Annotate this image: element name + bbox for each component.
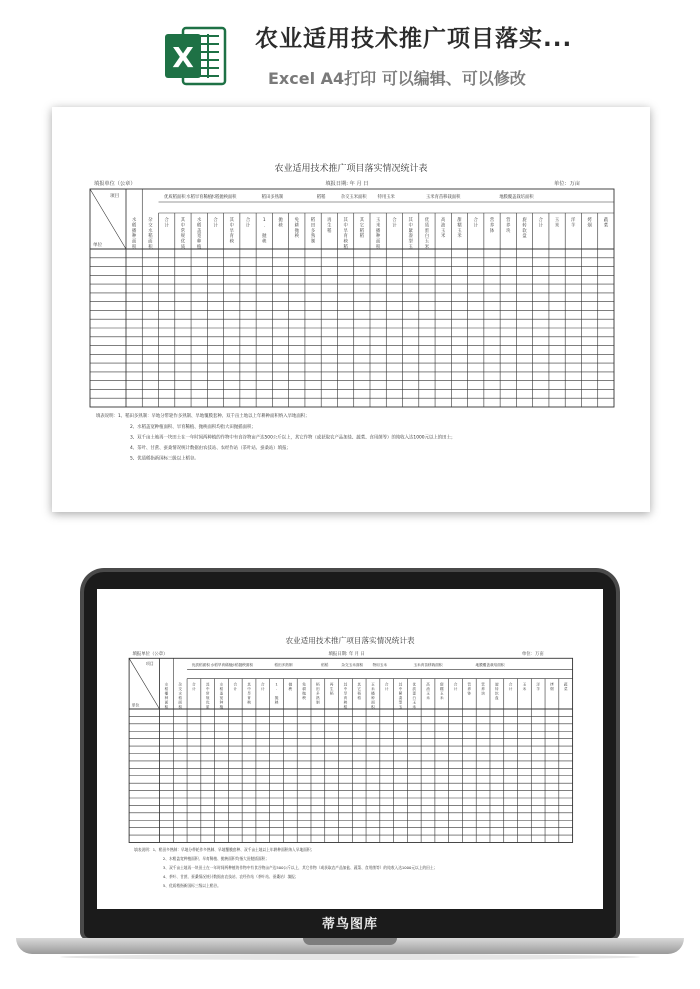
corner-unit-label: 单位 [131,702,140,708]
leaf-header-char: 中 [398,686,403,691]
leaf-header-char: 耕 [294,223,299,229]
leaf-header-char: 中 [180,223,186,229]
leaf-header-char: 田 [316,686,320,691]
leaf-header-char: 抛 [302,691,306,696]
leaf-header-char: 计 [384,686,389,691]
leaf-header-char: 积 [371,705,375,710]
leaf-header-char: 面 [371,700,375,705]
leaf-header-char: 稻 [164,686,169,691]
leaf-header-char: 玉 [408,245,413,250]
leaf-header-char: 秧 [274,700,279,705]
spreadsheet-preview-small [97,589,603,909]
leaf-header-char: 烤 [550,682,554,687]
leaf-header-char: 秧 [262,239,267,245]
leaf-header-char: 免 [294,218,299,223]
leaf-header-char: 1 [275,682,278,687]
leaf-header-char: 稻 [131,223,137,229]
leaf-header-char: 其 [398,682,403,687]
header-group: 特用玉米 [377,195,395,200]
leaf-header-char: 熟 [316,696,320,701]
unit-label: 单位：万亩 [554,181,580,187]
leaf-header-char: 合 [164,218,169,223]
leaf-header-char: 秧 [302,696,306,701]
leaf-header-char: 米 [441,234,446,240]
leaf-header-char: 稻 [329,691,334,696]
leaf-header-char: 养 [467,686,472,691]
leaf-header-char: 稻 [316,682,320,687]
leaf-header-char: 白 [424,234,430,240]
leaf-header-char: 甜 [439,682,444,687]
leaf-header-char: 营 [481,682,485,687]
sheet-preview-card [52,107,650,512]
leaf-header-char: 米 [439,696,444,701]
leaf-header-char: 育 [247,696,251,701]
leaf-header-char: 软 [495,691,499,696]
leaf-header-char: 养 [489,223,495,229]
laptop-mockup [0,560,700,989]
leaf-header-char: 制 [316,700,320,705]
leaf-header-char: 蛋 [412,691,417,696]
leaf-header-char: 白 [412,696,417,701]
leaf-header-char: 熟 [310,234,316,240]
leaf-header-char: 其 [408,218,413,223]
leaf-header-char: 计 [245,223,251,229]
note-line: 填表说明：1、稻田多熟制：早地分带轮作多熟制、旱地覆膜套种、双千亩土地以上年耕种面积纳入旱地面积； [96,414,310,419]
leaf-header-char: 其 [247,682,251,687]
leaf-header-char: 抛 [288,682,293,687]
leaf-header-char: 面 [375,239,381,245]
leaf-header-char: 合 [384,682,389,687]
leaf-header-char: 旋 [522,218,527,223]
header-group: 玉米育苗移栽面积 [413,662,443,667]
leaf-header-char: 秧 [278,223,283,229]
leaf-header-char: . [263,223,265,229]
leaf-header-char: 杂 [178,682,182,687]
header-group: 杂交玉米面积 [340,195,367,200]
leaf-header-char: 转 [522,223,527,229]
leaf-header-char: 种 [197,239,202,245]
leaf-header-char: 旱 [229,228,234,234]
leaf-header-char: 种 [371,696,375,701]
leaf-header-char: 稻 [343,245,348,250]
leaf-header-char: 多 [310,228,316,234]
leaf-header-char: 米 [554,223,560,229]
leaf-header-char: 块 [506,228,511,234]
note-line: 4、茶叶、甘蔗、蚕桑情况统计数据由农技站、农经作站（茶叶站、蚕桑站）填报； [130,446,291,451]
page-subtitle: Excel A4打印 可以编辑、可以修改 [268,69,526,88]
leaf-header-char: 水 [219,682,224,687]
leaf-header-char: 型 [408,239,413,245]
leaf-header-char: 抛 [278,218,283,223]
leaf-header-char: 常 [180,228,186,234]
leaf-header-char: 种 [375,234,381,240]
leaf-header-char: 抛 [294,228,299,234]
leaf-header-char: 合 [508,682,513,687]
leaf-header-char: 稻 [327,228,332,234]
leaf-header-char: 米 [375,223,381,229]
leaf-header-char: 玉 [554,218,560,223]
leaf-header-char: 养 [506,223,511,229]
leaf-header-char: 它 [359,223,365,229]
leaf-header-char: 蔬 [603,218,609,223]
leaf-header-char: 玉 [522,682,527,687]
leaf-header-char: 积 [178,705,182,710]
header-group: 地膜覆盖栽培面积 [499,195,534,200]
leaf-header-char: 秧 [229,239,234,245]
leaf-header-char: 水 [131,218,137,223]
laptop-screen [97,589,603,909]
leaf-header-char: 蛋 [424,228,430,234]
leaf-header-char: 育 [229,234,234,240]
leaf-header-char: 合 [233,682,238,687]
leaf-header-char: 营 [489,218,495,223]
unit-label: 单位：万亩 [521,651,544,657]
header-group: 玉米育苗移栽面积 [426,195,461,200]
leaf-header-char: 制 [310,239,316,245]
leaf-header-char: 油 [441,223,446,229]
leaf-header-char: 杂 [148,218,153,223]
leaf-header-char: 稻 [343,705,348,710]
note-line: 填表说明：1、稻田多熟制：早地分带轮作多熟制、旱地覆膜套种、双千亩土地以上年耕种面积纳入旱地面积； [134,847,315,852]
leaf-header-char: 稻 [219,686,224,691]
leaf-header-char: 计 [233,686,238,691]
spreadsheet-preview [52,107,650,512]
leaf-header-char: 再 [327,218,332,223]
leaf-header-char: 稻 [359,228,365,234]
leaf-header-char: 块 [481,691,485,696]
leaf-header-char: 稻 [178,696,182,701]
leaf-header-char: 抛 [274,696,279,701]
leaf-header-char: 米 [426,696,430,701]
page-title: 农业适用技术推广项目落实... [255,26,573,52]
leaf-header-char: 计 [213,223,218,229]
leaf-header-char: 养 [481,686,485,691]
leaf-header-char: 秧 [343,700,348,705]
leaf-header-char: 蔬 [563,682,568,687]
corner-item-label: 项目 [146,661,154,667]
leaf-header-char: 玉 [441,228,446,234]
leaf-header-char: 宽 [219,696,224,701]
leaf-header-char: 秧 [294,234,299,240]
leaf-header-char: 宽 [197,234,202,240]
leaf-header-char: 田 [310,223,316,229]
leaf-header-char: 旱 [343,691,348,696]
leaf-header-char: 优 [205,700,210,705]
leaf-header-char: 计 [538,223,543,229]
note-line: 3、双千亩土地再一块田土在一年时间两种植的作物中有食谷物亩产达500公斤以上，其它作物（或获取农产品加盐、蔬菜、食用菌等）的纯收入达1000元以上的田土； [130,435,456,441]
leaf-header-char: 植 [219,705,224,710]
leaf-header-char: 种 [164,696,169,701]
leaf-header-char: 合 [245,218,251,223]
leaf-header-char: 多 [316,691,320,696]
leaf-header-char: 菜 [563,686,568,691]
sheet-title: 农业适用技术推广项目落实情况统计表 [285,636,415,646]
leaf-header-char: 合 [192,682,196,687]
leaf-header-char: 糯 [457,223,462,229]
leaf-header-char: 钵 [467,691,472,696]
leaf-header-char: 米 [412,705,417,710]
leaf-header-char: 免 [302,682,306,687]
spreadsheet-svg [52,107,650,512]
leaf-header-char: 再 [329,682,334,687]
note-line: 2、水稻盖宽种植面积、旱育稀植、抛秧面积均指大田抛插面积； [130,425,256,430]
sheet-title: 农业适用技术推广项目落实情况统计表 [274,164,428,174]
leaf-header-char: 积 [148,245,153,250]
leaf-header-char: 合 [392,218,397,223]
leaf-header-char: 播 [164,691,169,696]
leaf-header-char: 中 [408,223,413,229]
leaf-header-char: 交 [178,686,182,691]
leaf-header-char: 交 [148,223,153,229]
leaf-header-char: 规 [180,234,186,240]
corner-item-label: 项目 [110,194,120,199]
leaf-header-char: 播 [131,228,137,234]
leaf-header-char: 米 [424,245,430,250]
leaf-header-char: 规 [205,696,210,701]
leaf-header-char: 耕 [302,686,306,691]
spreadsheet-svg [97,589,603,909]
leaf-header-char: 盖 [197,228,202,234]
leaf-header-char: 凑 [398,696,403,701]
leaf-header-char: 洋 [536,682,540,687]
leaf-header-char: 玉 [457,228,462,234]
leaf-header-char: 玉 [439,691,444,696]
leaf-header-char: 紧 [408,228,413,234]
leaf-header-char: 芋 [536,686,540,691]
leaf-header-char: 营 [467,682,472,687]
leaf-header-char: 凑 [408,234,413,240]
leaf-header-char: 水 [197,218,202,223]
leaf-header-char: 稻 [357,696,361,701]
leaf-header-char: 质 [180,245,186,250]
leaf-header-char: 它 [357,686,361,691]
header-group: 水稻抛秧面积 [231,662,254,667]
leaf-header-char: 育 [343,696,348,701]
leaf-header-char: 盖 [219,691,224,696]
leaf-header-char: 中 [343,686,348,691]
leaf-header-char: 质 [412,686,417,691]
leaf-header-char: 积 [164,705,169,710]
leaf-header-char: 中 [229,223,234,229]
leaf-header-char: 优 [424,218,430,223]
fill-unit-label: 填报单位（公章） [132,651,168,657]
leaf-header-char: 合 [260,682,265,687]
leaf-header-char: 油 [426,686,430,691]
excel-icon [163,26,227,86]
leaf-header-char: 面 [178,700,182,705]
leaf-header-char: 抛 [262,234,267,240]
note-line: 5、优质稻指新国标三级以上稻谷。 [162,883,221,888]
leaf-header-char: 计 [473,223,478,229]
leaf-header-char: 稻 [310,218,316,223]
fill-date-label: 填报日期: 年 月 日 [325,181,369,187]
leaf-header-char: 玉 [424,239,430,245]
leaf-header-char: 计 [192,686,196,691]
leaf-header-char: 旋 [495,682,499,687]
leaf-header-char: 播 [375,228,381,234]
leaf-header-char: 玉 [412,700,417,705]
header-group: 稻稻 [316,195,326,200]
note-line: 4、茶叶、甘蔗、蚕桑情况统计数据由农技站、农经作站（茶叶站、蚕桑站）填报； [162,874,299,879]
note-line: 3、双千亩土地再一块田土在一年时间两种植的作物中有食谷物亩产达500公斤以上，其它作物（或获取农产品加盐、蔬菜、食用菌等）的纯收入达1000元以上的田土； [162,866,438,871]
header-group: 水稻抛秧面积 [210,195,237,200]
header-group: 优质稻面积 [164,195,186,200]
leaf-header-char: 水 [178,691,182,696]
header-group: 杂交玉米面积 [341,662,364,667]
leaf-header-char: 优 [412,682,417,687]
leaf-header-char: 计 [508,686,513,691]
leaf-header-char: 合 [213,218,218,223]
header-group: 地膜覆盖栽培面积 [475,662,505,667]
leaf-header-char: 其 [229,218,234,223]
leaf-header-char: 芋 [571,223,576,229]
header-group: 稻田多熟制 [274,662,293,667]
leaf-header-char: 钵 [489,228,495,234]
leaf-header-char: 玉 [426,691,430,696]
leaf-header-char: 米 [371,686,375,691]
leaf-header-char: 秧 [343,239,348,245]
leaf-header-char: 水 [148,228,153,234]
leaf-header-char: 种 [219,700,224,705]
leaf-header-char: 计 [453,686,458,691]
leaf-header-char: 积 [375,245,381,250]
leaf-header-char: 质 [205,705,210,710]
leaf-header-char: 优 [180,239,186,245]
leaf-header-char: 软 [522,228,527,234]
leaf-header-char: 高 [426,682,430,687]
leaf-header-char: 质 [424,223,430,229]
leaf-header-char: 米 [457,234,462,240]
leaf-header-char: 稻 [197,223,202,229]
leaf-header-char: 稻 [148,234,153,240]
leaf-header-char: 其 [205,682,210,687]
leaf-header-char: 糯 [439,686,444,691]
corner-diagonal [90,189,126,249]
leaf-header-char: 秧 [288,686,293,691]
leaf-header-char: 型 [398,700,403,705]
leaf-header-char: 合 [538,218,543,223]
leaf-header-char: 高 [441,218,446,223]
leaf-header-char: 育 [343,234,348,240]
header [0,0,700,100]
leaf-header-char: 合 [473,218,478,223]
leaf-header-char: 计 [164,223,169,229]
leaf-header-char: 烟 [587,223,592,229]
leaf-header-char: 营 [506,218,511,223]
leaf-header-char: 面 [164,700,169,705]
leaf-header-char: 种 [131,234,137,240]
laptop-base-shadow [60,954,640,960]
note-line: 5、优质稻指新国标三级以上稻谷。 [130,456,199,462]
header-group: 水稻旱育稀植 [210,662,233,667]
leaf-header-char: 烟 [550,686,554,691]
header-group: 稻田多熟制 [261,195,284,200]
laptop-base-notch [303,938,397,945]
header-group: 水稻旱育稀植 [186,195,213,200]
leaf-header-char: 旱 [343,228,348,234]
leaf-header-char: 米 [522,686,527,691]
leaf-header-char: 播 [371,691,375,696]
leaf-header-char: 常 [205,691,210,696]
leaf-header-char: 其 [359,218,365,223]
leaf-header-char: 合 [453,682,458,687]
leaf-header-char: 菜 [603,223,609,229]
header-group: 稻稻 [321,662,329,667]
leaf-header-char: 中 [247,686,251,691]
leaf-header-char: 烤 [587,218,592,223]
leaf-header-char: 植 [197,245,202,250]
leaf-header-char: 稻 [357,691,361,696]
leaf-header-char: 稻 [359,234,365,240]
fill-date-label: 填报日期: 年 月 日 [328,651,365,657]
leaf-header-char: 紧 [398,691,403,696]
leaf-header-char: 计 [392,223,397,229]
header-group: 优质稻面积 [191,662,210,667]
leaf-header-char: 其 [357,682,361,687]
leaf-header-char: 水 [164,682,169,687]
laptop-brand-label: 蒂鸟图库 [321,917,378,932]
leaf-header-char: 秧 [247,700,251,705]
leaf-header-char: 玉 [375,218,381,223]
leaf-header-char: 面 [148,239,153,245]
leaf-header-char: 积 [131,245,137,250]
leaf-header-char: 转 [495,686,499,691]
leaf-header-char: 其 [180,218,186,223]
corner-unit-label: 单位 [93,243,103,248]
leaf-header-char: 生 [327,223,332,229]
leaf-header-char: 洋 [571,218,576,223]
leaf-header-char: 盘 [522,234,527,240]
corner-diagonal [129,658,159,709]
note-line: 2、水稻盖宽种植面积、旱育稀植、抛秧面积均指大田抛插面积； [162,857,269,862]
leaf-header-char: 旱 [247,691,251,696]
leaf-header-char: 中 [343,223,348,229]
leaf-header-char: 玉 [371,682,375,687]
leaf-header-char: 其 [343,218,348,223]
header-group: 特用玉米 [372,662,388,667]
fill-unit-label: 填报单位（公章） [94,181,136,187]
leaf-header-char: 中 [205,686,210,691]
leaf-header-char: 面 [131,239,137,245]
leaf-header-char: 其 [343,682,348,687]
leaf-header-char: 1 [262,218,266,223]
svg-text:X: X [172,41,194,74]
leaf-header-char: 盘 [495,696,499,701]
leaf-header-char: 生 [329,686,334,691]
leaf-header-char: 计 [260,686,265,691]
leaf-header-char: 甜 [457,218,462,223]
leaf-header-char: . [275,686,278,691]
leaf-header-char: 玉 [398,705,403,710]
